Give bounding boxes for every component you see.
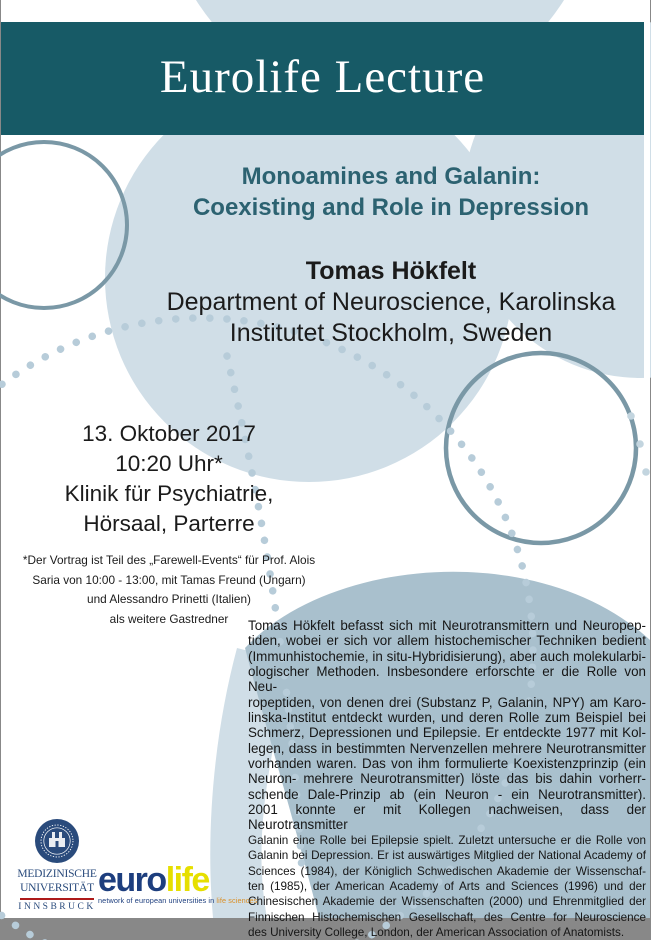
bio-line: linska-Institut entdeckt wurden, und deren Rolle zum Beispiel bei	[248, 710, 646, 726]
eurolife-logo	[98, 861, 258, 905]
bio-line: 2001 konnte er mit Kollegen nachweisen, dass der Neurotransmitter	[248, 802, 646, 833]
footnote-line: als weitere Gastredner	[109, 611, 229, 626]
event-details	[9, 419, 329, 539]
eurolife-wordmark-life: life	[165, 861, 209, 899]
decor-ring-right	[446, 353, 636, 543]
university-name-line2: UNIVERSITÄT	[20, 881, 94, 894]
bio-line: ten (1985), der American Academy of Arts and Sciences (1996) und der	[248, 879, 646, 893]
biography-paragraph	[248, 618, 646, 940]
speaker-affiliation-line2: Institutet Stockholm, Sweden	[229, 319, 553, 347]
university-red-divider	[20, 898, 94, 900]
lecture-title-line2: Coexisting and Role in Depression	[192, 194, 590, 221]
bio-line: ologischer Methoden. Insbesondere erforschte er die Rolle von Neu-	[248, 664, 646, 695]
lecture-title	[131, 161, 651, 223]
decor-dot-1	[627, 412, 635, 420]
footnote-line: und Alessandro Prinetti (Italien)	[87, 592, 251, 606]
event-location-line2: Hörsaal, Parterre	[83, 511, 255, 536]
bio-line: (Immunhistochemie, in situ-Hybridisierung), aber auch molekularbi-	[248, 648, 646, 664]
event-date: 13. Oktober 2017	[82, 421, 256, 446]
event-time: 10:20 Uhr*	[115, 451, 223, 476]
bio-line: des University College, London, der American Association of Anatomists.	[248, 925, 625, 939]
lecture-poster	[1, 0, 650, 939]
bio-line: Galanin bei Depression. Er ist auswärtiges Mitglied der National Academy of	[248, 849, 646, 863]
banner	[1, 22, 644, 135]
university-city: INNSBRUCK	[18, 902, 96, 912]
bio-line: Finnischen Histochemischen Gesellschaft, des Centre for Neuroscience	[248, 910, 646, 924]
bio-line: tiden, wobei er sich vor allem histochemischer Techniken bedient	[248, 633, 646, 649]
decor-dot-2	[636, 440, 644, 448]
footnote-line: *Der Vortrag ist Teil des „Farewell-Events“ für Prof. Alois	[22, 553, 316, 567]
bio-line: Tomas Hökfelt befasst sich mit Neurotransmittern und Neuropep-	[248, 618, 646, 633]
bio-line: Sciences (1984), der Königlich Schwedischen Akademie der Wissenschaf-	[248, 864, 646, 878]
bio-line: ropeptiden, von denen drei (Substanz P, Galanin, NPY) am Karo-	[248, 694, 646, 710]
banner-title: Eurolife Lecture	[159, 50, 486, 103]
speaker-block	[131, 256, 651, 349]
footnote-line: Saria von 10:00 - 13:00, mit Tamas Freund (Ungarn)	[32, 572, 306, 587]
bio-line: Chinesischen Akademie der Wissenschaften (2000) und Ehrenmitglied der	[248, 895, 646, 909]
bio-line: vorhanden waren. Das von ihm formulierte Koexistenzprinzip (ein	[248, 756, 646, 772]
eurolife-wordmark-euro: euro	[98, 861, 166, 899]
bio-line: legen, dass in bestimmten Nervenzellen mehrere Neurotransmitter	[248, 740, 646, 756]
university-seal-icon	[34, 818, 80, 864]
bio-line: schende Dale-Prinzip ab (ein Neuron - ein Neurotransmitter).	[248, 786, 646, 802]
decor-dot-3	[642, 468, 650, 476]
eurolife-tagline	[98, 896, 258, 905]
eurolife-tagline-lifesciences: life sciences	[216, 896, 258, 905]
eurolife-wordmark	[98, 861, 248, 899]
eurolife-tagline-network: network of european universities in	[98, 896, 217, 905]
event-location-line1: Klinik für Psychiatrie,	[64, 481, 274, 506]
university-name-line1: MEDIZINISCHE	[17, 868, 97, 880]
bio-line: Galanin eine Rolle bei Epilepsie spielt. Zuletzt untersuche er die Rolle von	[248, 833, 646, 847]
speaker-affiliation-line1: Department of Neuroscience, Karolinska	[166, 288, 616, 316]
university-logo	[11, 818, 103, 913]
speaker-name: Tomas Hökfelt	[305, 257, 477, 285]
lecture-title-line1: Monoamines and Galanin:	[241, 163, 541, 190]
bio-line: Schmerz, Depressionen und Epilepsie. Er entdeckte 1977 mit Kol-	[248, 725, 646, 741]
bio-line: Neuron- mehrere Neurotransmitter) löste das bis dahin vorherr-	[248, 771, 646, 787]
